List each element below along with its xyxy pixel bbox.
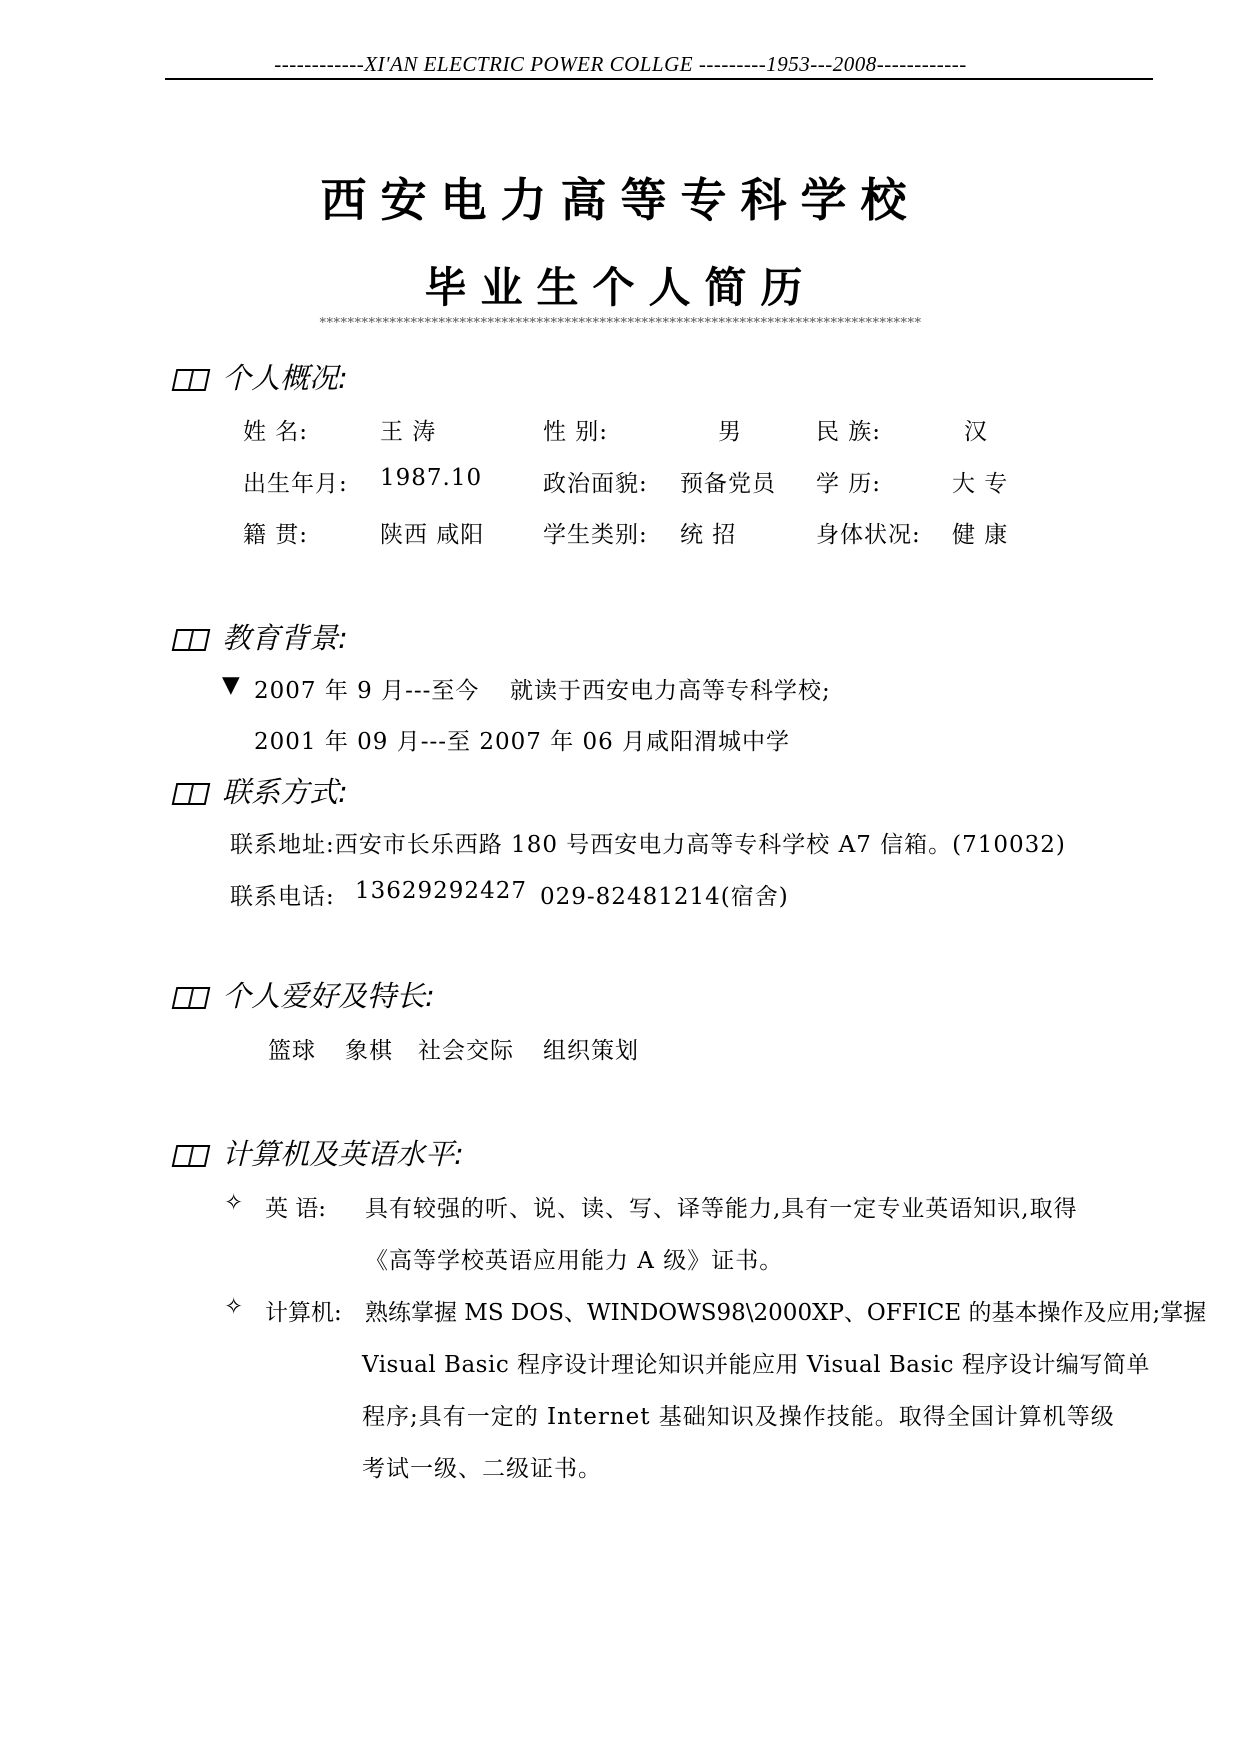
value-health: 健 康	[952, 522, 1009, 548]
school-title: 西安电力高等专科学校	[320, 173, 921, 227]
english-bullet-icon: ✧	[224, 1190, 245, 1216]
education-school: 咸阳渭城中学	[646, 729, 790, 755]
value-gender: 男	[718, 419, 742, 445]
label-name: 姓 名:	[243, 419, 309, 445]
label-education: 学 历:	[816, 471, 882, 497]
section-heading-text: 联系方式:	[222, 775, 348, 809]
label-student-type: 学生类别:	[543, 522, 648, 548]
value-birth: 1987.10	[380, 465, 483, 491]
section-skills-heading	[172, 1132, 464, 1173]
value-name: 王 涛	[380, 419, 437, 445]
hobby-item: 篮球	[268, 1038, 316, 1064]
section-heading-text: 个人概况:	[222, 361, 348, 395]
computer-label: 计算机:	[265, 1300, 342, 1326]
contact-address: 联系地址:西安市长乐西路 180 号西安电力高等专科学校 A7 信箱。(710032)	[230, 832, 1066, 858]
education-period: 2007 年 9 月---至今	[254, 678, 480, 704]
label-politics: 政治面貌:	[543, 471, 648, 497]
computer-line: Visual Basic 程序设计理论知识并能应用 Visual Basic 程序设计编写简单	[362, 1352, 1150, 1378]
section-heading-text: 教育背景:	[222, 621, 348, 655]
book-icon	[172, 628, 208, 650]
computer-line: 熟练掌握 MS DOS、WINDOWS98\2000XP、OFFICE 的基本操作及应用;掌握	[365, 1300, 1207, 1326]
hobby-item: 象棋	[345, 1038, 393, 1064]
value-hometown: 陕西 咸阳	[380, 522, 485, 548]
section-personal-heading	[172, 356, 348, 397]
value-education: 大 专	[952, 471, 1009, 497]
value-politics: 预备党员	[680, 471, 776, 497]
contact-phone-label: 联系电话:	[230, 884, 335, 910]
star-separator: **************************************************************************************	[319, 316, 922, 331]
resume-title: 毕业生个人简历	[424, 263, 817, 312]
education-period: 2001 年 09 月---至 2007 年 06 月	[254, 729, 647, 755]
education-bullet-icon: ▼	[222, 672, 241, 698]
header-rule	[165, 78, 1153, 80]
book-icon	[172, 1144, 208, 1166]
label-health: 身体状况:	[816, 522, 921, 548]
contact-phone-dorm: 029-82481214(宿舍)	[540, 884, 789, 910]
book-icon	[172, 782, 208, 804]
computer-line: 程序;具有一定的 Internet 基础知识及操作技能。取得全国计算机等级	[362, 1404, 1115, 1430]
label-gender: 性 别:	[543, 419, 609, 445]
hobby-item: 组织策划	[543, 1038, 639, 1064]
english-line: 具有较强的听、说、读、写、译等能力,具有一定专业英语知识,取得	[365, 1196, 1078, 1222]
page-header: ------------XI'AN ELECTRIC POWER COLLGE ---------1953---2008------------	[274, 52, 967, 76]
book-icon	[172, 986, 208, 1008]
label-hometown: 籍 贯:	[243, 522, 309, 548]
english-label: 英 语:	[265, 1196, 327, 1222]
label-birth: 出生年月:	[243, 471, 348, 497]
book-icon	[172, 368, 208, 390]
hobby-item: 社会交际	[418, 1038, 514, 1064]
contact-phone-mobile: 13629292427	[355, 878, 527, 904]
section-heading-text: 个人爱好及特长:	[222, 979, 435, 1013]
computer-bullet-icon: ✧	[224, 1294, 245, 1320]
label-ethnicity: 民 族:	[816, 419, 882, 445]
computer-line: 考试一级、二级证书。	[362, 1456, 602, 1482]
english-line: 《高等学校英语应用能力 A 级》证书。	[365, 1248, 784, 1274]
section-education-heading	[172, 616, 348, 657]
value-student-type: 统 招	[680, 522, 737, 548]
section-hobbies-heading	[172, 974, 435, 1015]
value-ethnicity: 汉	[964, 419, 988, 445]
section-contact-heading	[172, 770, 348, 811]
education-school: 就读于西安电力高等专科学校;	[510, 678, 831, 704]
section-heading-text: 计算机及英语水平:	[222, 1137, 464, 1171]
